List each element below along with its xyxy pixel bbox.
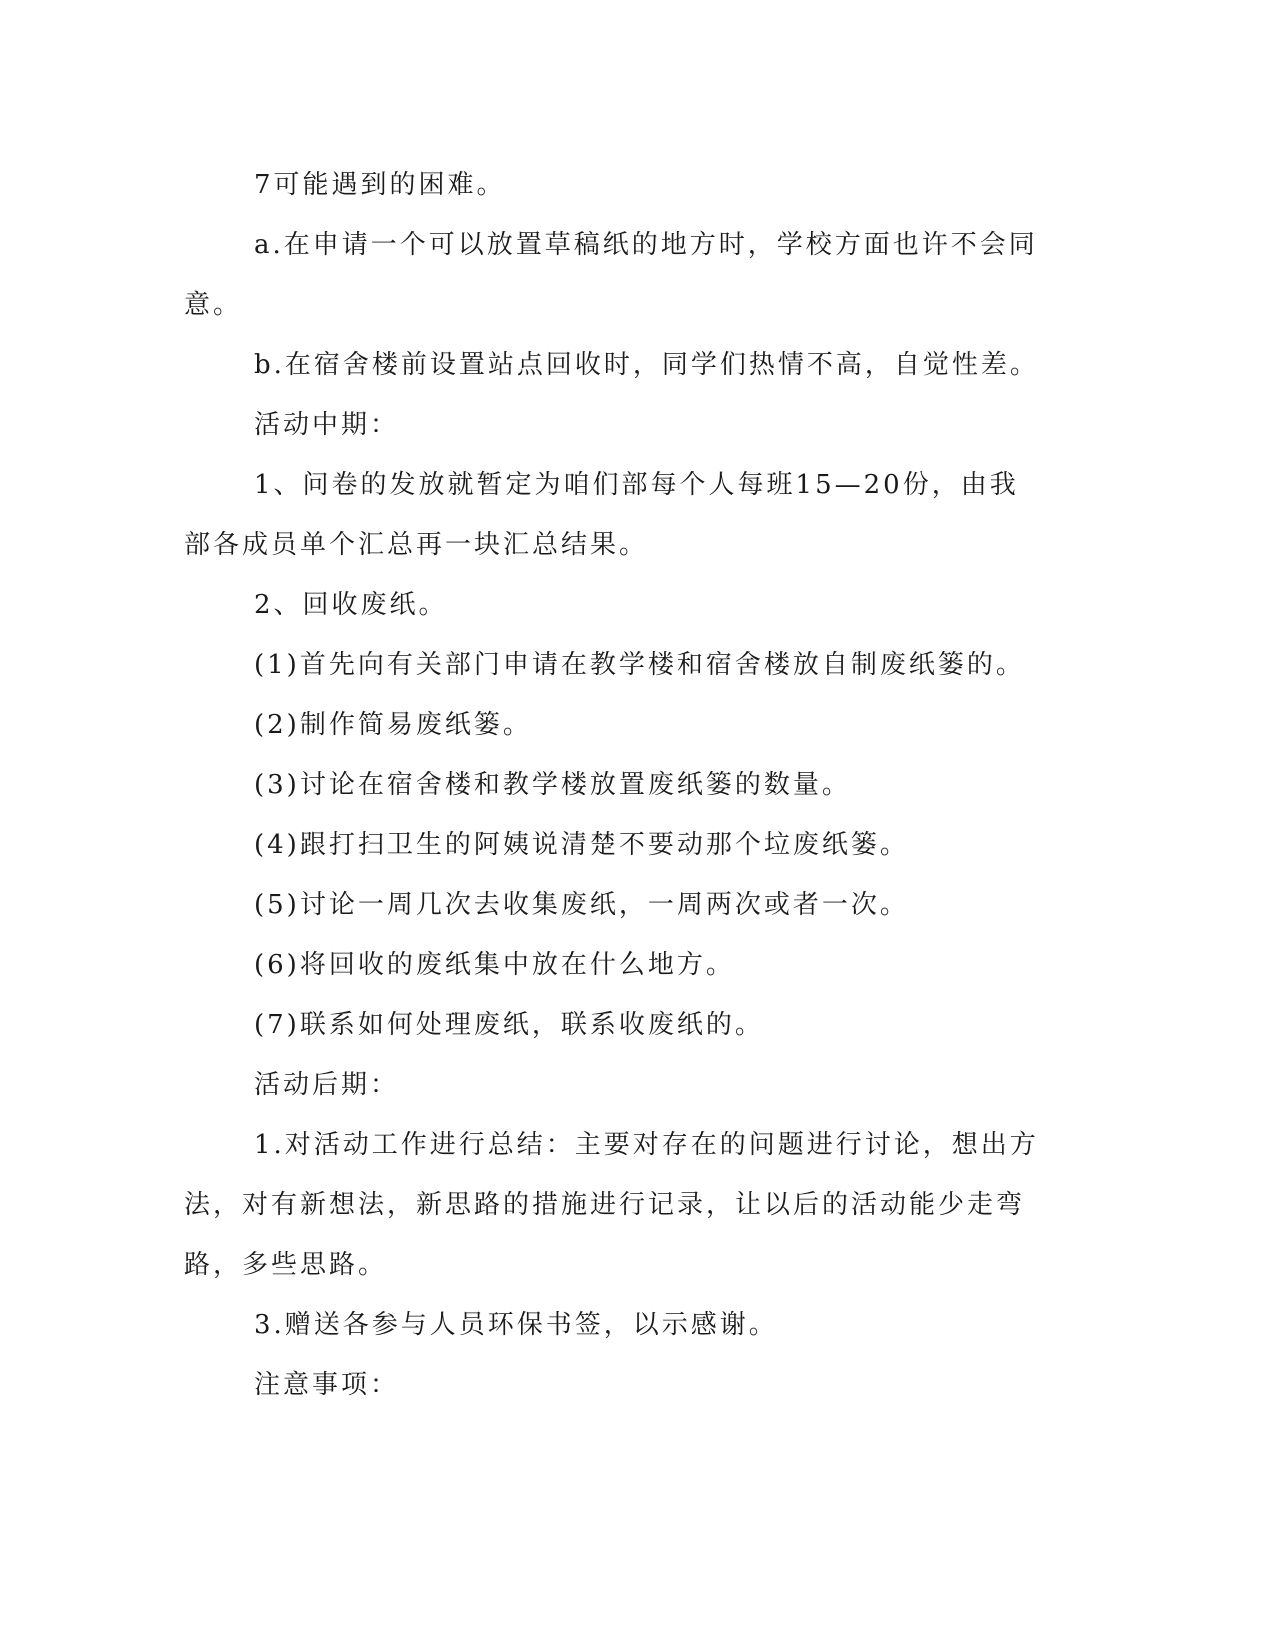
paragraph-mid-item-1: 1、问卷的发放就暂定为咱们部每个人每班15—20份，由我部各成员单个汇总再一块汇总结果。 bbox=[184, 470, 1019, 560]
paragraph-late-item-1: 1.对活动工作进行总结：主要对存在的问题进行讨论，想出方法，对有新想法，新思路的措施进行记录，让以后的活动能少走弯路，多些思路。 bbox=[184, 1130, 1039, 1280]
paragraph-difficulties-heading: 7可能遇到的困难。 bbox=[254, 170, 506, 200]
paragraph-sub-item-2: (2)制作简易废纸篓。 bbox=[254, 710, 532, 740]
section-heading-late-phase: 活动后期： bbox=[254, 1070, 400, 1100]
paragraph-sub-item-5: (5)讨论一周几次去收集废纸，一周两次或者一次。 bbox=[254, 890, 909, 920]
paragraph-mid-item-2: 2、回收废纸。 bbox=[254, 590, 448, 620]
document-body bbox=[184, 155, 1044, 1415]
paragraph-late-item-3: 3.赠送各参与人员环保书签，以示感谢。 bbox=[254, 1310, 778, 1340]
paragraph-sub-item-7: (7)联系如何处理废纸，联系收废纸的。 bbox=[254, 1010, 764, 1040]
paragraph-difficulty-a: a.在申请一个可以放置草稿纸的地方时，学校方面也许不会同意。 bbox=[184, 230, 1038, 320]
paragraph-difficulty-b: b.在宿舍楼前设置站点回收时，同学们热情不高，自觉性差。 bbox=[254, 350, 1039, 380]
paragraph-sub-item-1: (1)首先向有关部门申请在教学楼和宿舍楼放自制废纸篓的。 bbox=[254, 650, 1025, 680]
paragraph-sub-item-6: (6)将回收的废纸集中放在什么地方。 bbox=[254, 950, 735, 980]
paragraph-sub-item-3: (3)讨论在宿舍楼和教学楼放置废纸篓的数量。 bbox=[254, 770, 851, 800]
section-heading-notes: 注意事项： bbox=[254, 1370, 400, 1400]
paragraph-sub-item-4: (4)跟打扫卫生的阿姨说清楚不要动那个垃废纸篓。 bbox=[254, 830, 909, 860]
section-heading-mid-phase: 活动中期： bbox=[254, 410, 400, 440]
